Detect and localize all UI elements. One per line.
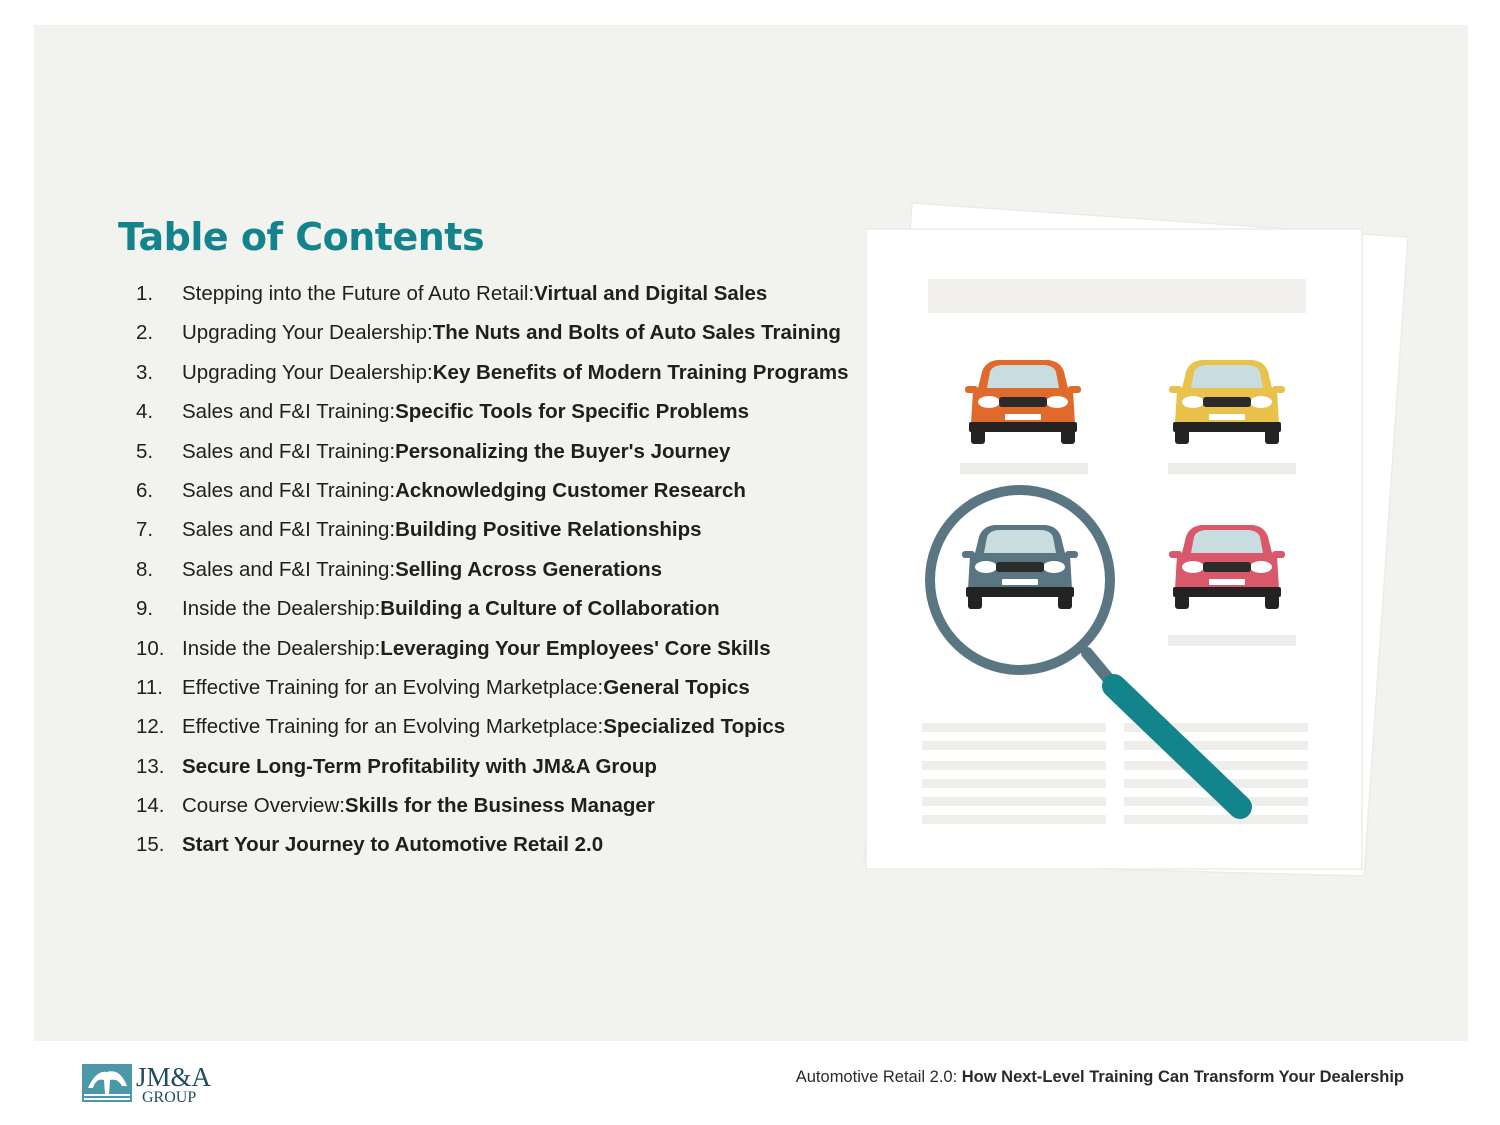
red-car-icon <box>1169 525 1285 609</box>
toc-item-title: Building a Culture of Collaboration <box>380 597 720 621</box>
toc-item-number: 7. <box>136 518 154 542</box>
toc-item[interactable] <box>118 755 838 794</box>
toc-item-section: Effective Training for an Evolving Marketplace: <box>182 675 604 699</box>
toc-item-section: Sales and F&I Training: <box>182 518 396 542</box>
toc-item[interactable] <box>118 518 838 557</box>
toc-item[interactable] <box>118 794 838 833</box>
toc-item-number: 11. <box>136 675 163 699</box>
toc-item-title: Specialized Topics <box>603 715 786 739</box>
toc-item-section: Effective Training for an Evolving Marketplace: <box>182 715 604 739</box>
toc-item-number: 4. <box>136 400 154 424</box>
yellow-car-icon <box>1169 360 1285 444</box>
toc-item-title: Skills for the Business Manager <box>344 794 655 818</box>
toc-item-section: Sales and F&I Training: <box>182 557 396 581</box>
toc-item[interactable] <box>118 400 838 439</box>
toc-item[interactable] <box>118 282 838 321</box>
slate-car-icon <box>962 525 1078 609</box>
toc-item-title: Secure Long-Term Profitability with JM&A Group <box>182 754 657 778</box>
toc-item-section: Sales and F&I Training: <box>182 439 396 463</box>
footer-title-prefix: Automotive Retail 2.0: <box>795 1068 962 1086</box>
toc-item-number: 3. <box>136 360 154 384</box>
jma-group-logo[interactable] <box>82 1060 222 1106</box>
svg-text:GROUP: GROUP <box>142 1089 197 1106</box>
toc-item[interactable] <box>118 833 838 872</box>
svg-text:JM&A: JM&A <box>136 1062 212 1092</box>
toc-item[interactable] <box>118 715 838 754</box>
toc-item-title: Leveraging Your Employees' Core Skills <box>380 636 771 660</box>
footer-title-bold: How Next-Level Training Can Transform Your Dealership <box>961 1068 1404 1086</box>
toc-item[interactable] <box>118 597 838 636</box>
toc-item-title: Personalizing the Buyer's Journey <box>395 439 731 463</box>
toc-item[interactable] <box>118 676 838 715</box>
toc-item-number: 14. <box>136 794 165 818</box>
toc-item-title: Start Your Journey to Automotive Retail 2.0 <box>182 833 604 857</box>
toc-item-section: Stepping into the Future of Auto Retail: <box>182 282 535 305</box>
toc-item[interactable] <box>118 440 838 479</box>
toc-item-number: 8. <box>136 557 154 581</box>
toc-item-title: Virtual and Digital Sales <box>534 282 768 305</box>
toc-item-number: 5. <box>136 439 154 463</box>
toc-item-section: Inside the Dealership: <box>182 597 381 621</box>
toc-item-title: Building Positive Relationships <box>395 518 702 542</box>
car-search-illustration <box>850 195 1430 895</box>
toc-item-title: Selling Across Generations <box>395 557 663 581</box>
toc-item-section: Sales and F&I Training: <box>182 400 396 424</box>
toc-item-section: Course Overview: <box>182 794 345 818</box>
toc-item-title: Specific Tools for Specific Problems <box>395 400 749 424</box>
toc-heading: Table of Contents <box>118 215 485 259</box>
toc-item[interactable] <box>118 321 841 360</box>
document-title-footer <box>796 1068 1404 1087</box>
toc-item-title: The Nuts and Bolts of Auto Sales Training <box>432 321 841 345</box>
toc-item[interactable] <box>118 360 849 400</box>
toc-item-section: Upgrading Your Dealership: <box>182 321 433 345</box>
toc-item-number: 9. <box>136 597 154 621</box>
toc-item-number: 13. <box>136 754 165 778</box>
toc-item-number: 6. <box>136 478 154 502</box>
toc-item[interactable] <box>118 637 838 676</box>
toc-item-number: 1. <box>136 282 154 305</box>
toc-item-number: 15. <box>136 833 165 857</box>
toc-item-section: Inside the Dealership: <box>182 636 381 660</box>
toc-item-title: Acknowledging Customer Research <box>395 478 746 502</box>
toc-item-section: Sales and F&I Training: <box>182 478 396 502</box>
toc-item[interactable] <box>118 558 838 597</box>
toc-item-title: Key Benefits of Modern Training Programs <box>432 360 849 384</box>
orange-car-icon <box>965 360 1081 444</box>
table-of-contents <box>118 212 849 873</box>
toc-item-number: 2. <box>136 321 154 345</box>
toc-item[interactable] <box>118 479 838 518</box>
toc-item-number: 10. <box>136 636 165 660</box>
toc-item-number: 12. <box>136 715 165 739</box>
toc-list <box>118 282 849 873</box>
toc-item-section: Upgrading Your Dealership: <box>182 360 433 384</box>
toc-item-title: General Topics <box>603 675 750 699</box>
